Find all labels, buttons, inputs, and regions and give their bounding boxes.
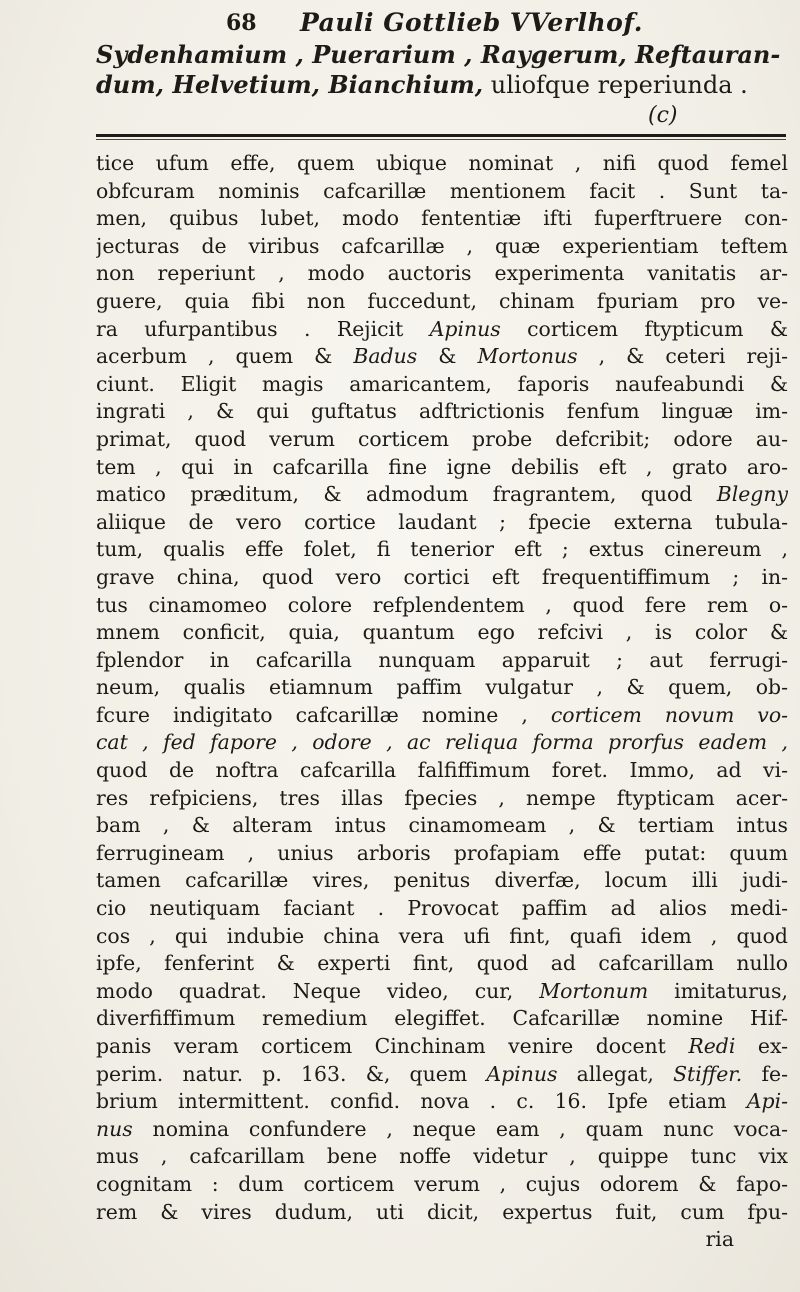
- footnote-line: [96, 233, 788, 261]
- text-segment: , & ceteri reji-: [577, 344, 788, 369]
- italic-name: nus: [96, 1116, 133, 1141]
- italic-name: Mortonum: [539, 978, 649, 1003]
- text-segment: ex-: [735, 1034, 788, 1058]
- footnote-line: [96, 1088, 788, 1116]
- footnote-line: [96, 1199, 788, 1227]
- main-text: [96, 40, 786, 100]
- text-segment: jecturas de viribus cafcarillæ , quæ experientiam teftem: [96, 233, 788, 258]
- text-segment: cognitam : dum corticem verum , cujus odorem & fapo-: [96, 1171, 788, 1196]
- text-segment: fplendor in cafcarilla nunquam apparuit ; aut ferrugi-: [96, 647, 788, 672]
- text-segment: ra ufurpantibus . Rejicit: [96, 316, 430, 341]
- text-segment: ingrati , & qui guftatus adftrictionis fenfum linguæ im-: [96, 399, 788, 424]
- footnote-line: [96, 895, 788, 923]
- footnote-line: [96, 316, 788, 344]
- footnote-line: [96, 398, 788, 426]
- text-segment: modo quadrat. Neque video, cur,: [96, 978, 540, 1003]
- footnote-line: [96, 260, 788, 288]
- footnote-line: [96, 757, 788, 785]
- footnote-line: [96, 1033, 788, 1061]
- footnote-line: [96, 619, 788, 647]
- footnote-line: [96, 729, 788, 757]
- text-segment: rem & vires dudum, uti dicit, expertus fuit, cum fpu-: [96, 1199, 788, 1224]
- text-segment: fcure indigitato cafcarillæ nomine ,: [96, 702, 551, 727]
- text-segment: acerbum , quem &: [96, 344, 354, 369]
- text-segment: corticem ftypticum &: [500, 316, 788, 341]
- text-segment: perim. natur. p. 163. &, quem: [96, 1061, 487, 1086]
- footnote-line: [96, 564, 788, 592]
- text-segment: tum, qualis effe folet, fi tenerior eft ; extus cinereum ,: [96, 537, 788, 562]
- text-segment: imitaturus,: [648, 978, 788, 1003]
- footnote-separator-rule: [96, 134, 786, 140]
- footnote-line: [96, 923, 788, 951]
- footnote-line: [96, 288, 788, 316]
- footnote-line: [96, 1061, 788, 1089]
- footnote-line: [96, 1005, 788, 1033]
- footnote-text: [96, 150, 788, 1254]
- italic-name: Badus: [353, 344, 418, 369]
- text-segment: guere, quia fibi non fuccedunt, chinam fpuriam pro ve-: [96, 288, 788, 313]
- text-segment: cos , qui indubie china vera ufi fint, quafi idem , quod: [96, 923, 788, 948]
- text-segment: tus cinamomeo colore refplendentem , quod fere rem o-: [96, 592, 788, 617]
- footnote-line: [96, 950, 788, 978]
- footnote-line: [96, 978, 788, 1006]
- footnote-line: [96, 481, 788, 509]
- italic-name: Apinus: [429, 316, 501, 341]
- text-segment: &: [417, 344, 478, 369]
- text-segment: brium intermittent. confid. nova . c. 16. Ipfe etiam: [96, 1089, 747, 1114]
- footnote-line: [96, 371, 788, 399]
- footnote-line: [96, 785, 788, 813]
- footnote-line: [96, 426, 788, 454]
- footnote-line: [96, 1143, 788, 1171]
- footnote-line: [96, 509, 788, 537]
- text-segment: mnem conficit, quia, quantum ego refcivi , is color &: [96, 620, 788, 645]
- main-text-line: [96, 70, 786, 100]
- footnote-line: [96, 205, 788, 233]
- text-segment: ria: [705, 1227, 734, 1252]
- text-segment: ferrugineam , unius arboris profapiam effe putat: quum: [96, 840, 788, 865]
- footnote-line: [96, 1171, 788, 1199]
- text-segment: men, quibus lubet, modo fententiæ ifti fuperftruere con-: [96, 206, 788, 231]
- running-head: Pauli Gottlieb VVerlhof.: [300, 8, 643, 37]
- text-segment: panis veram corticem Cinchinam venire docent: [96, 1034, 689, 1058]
- text-segment: bam , & alteram intus cinamomeam , & tertiam intus: [96, 813, 788, 838]
- footnote-line: [96, 867, 788, 895]
- text-segment: quod de noftra cafcarilla falfiffimum foret. Immo, ad vi-: [96, 758, 788, 783]
- footnote-line: [96, 840, 788, 868]
- main-text-line: Sydenhamium , Puerarium , Raygerum, Reftauran-: [96, 40, 781, 69]
- text-segment: allegat,: [557, 1061, 674, 1086]
- text-segment: grave china, quod vero cortici eft frequentiffimum ; in-: [96, 564, 788, 589]
- footnote-line: [96, 1226, 788, 1254]
- text-segment: aliique de vero cortice laudant ; fpecie externa tubula-: [96, 509, 788, 534]
- page-number: 68: [226, 10, 257, 36]
- italic-name: Apinus: [486, 1061, 558, 1086]
- footnote-line: [96, 1116, 788, 1144]
- text-segment: ciunt. Eligit magis amaricantem, faporis naufeabundi &: [96, 371, 788, 396]
- footnote-line: [96, 647, 788, 675]
- text-segment: tice ufum effe, quem ubique nominat , nifi quod femel: [96, 151, 788, 175]
- footnote-line: [96, 343, 788, 371]
- footnote-line: [96, 454, 788, 482]
- footnote-line: [96, 150, 788, 178]
- italic-name: Redi: [688, 1034, 736, 1058]
- italic-name: Mortonus: [477, 344, 578, 369]
- footnote-line: [96, 702, 788, 730]
- text-segment: matico præditum, & admodum fragrantem, quod: [96, 482, 717, 507]
- footnote-marker: (c): [648, 103, 678, 128]
- text-segment: diverfiffimum remedium elegiffet. Cafcarillæ nomine Hif-: [96, 1006, 788, 1031]
- text-segment: non reperiunt , modo auctoris experimenta vanitatis ar-: [96, 261, 788, 286]
- text-segment: tamen cafcarillæ vires, penitus diverfæ, locum illi judi-: [96, 868, 788, 893]
- text-segment: cio neutiquam faciant . Provocat paffim ad alios medi-: [96, 896, 788, 921]
- text-segment: primat, quod verum corticem probe defcribit; odore au-: [96, 426, 788, 451]
- text-segment: tem , qui in cafcarilla fine igne debilis eft , grato aro-: [96, 454, 788, 479]
- text-segment: nomina confundere , neque eam , quam nunc voca-: [132, 1116, 788, 1141]
- italic-name: Blegny: [716, 482, 788, 507]
- italic-name: Stiffer.: [673, 1061, 743, 1086]
- italic-name: corticem novum vo-: [550, 702, 788, 727]
- text-segment: mus , cafcarillam bene noffe videtur , quippe tunc vix: [96, 1144, 788, 1169]
- text-segment: fe-: [742, 1061, 788, 1086]
- footnote-line: [96, 178, 788, 206]
- text-segment: ipfe, fenferint & experti fint, quod ad cafcarillam nullo: [96, 951, 788, 976]
- footnote-line: [96, 536, 788, 564]
- names-italic: dum, Helvetium, Bianchium,: [96, 70, 484, 99]
- text-segment: res refpiciens, tres illas fpecies , nempe ftypticam acer-: [96, 785, 788, 810]
- text-segment: neum, qualis etiamnum paffim vulgatur , & quem, ob-: [96, 675, 788, 700]
- footnote-line: [96, 812, 788, 840]
- italic-name: Api-: [746, 1089, 788, 1114]
- footnote-line: [96, 674, 788, 702]
- text-segment: obfcuram nominis cafcarillæ mentionem facit . Sunt ta-: [96, 178, 788, 203]
- italic-name: cat , fed fapore , odore , ac reliqua forma prorfus eadem ,: [96, 730, 788, 755]
- footnote-line: [96, 592, 788, 620]
- names-plain: uliofque reperiunda .: [483, 71, 748, 99]
